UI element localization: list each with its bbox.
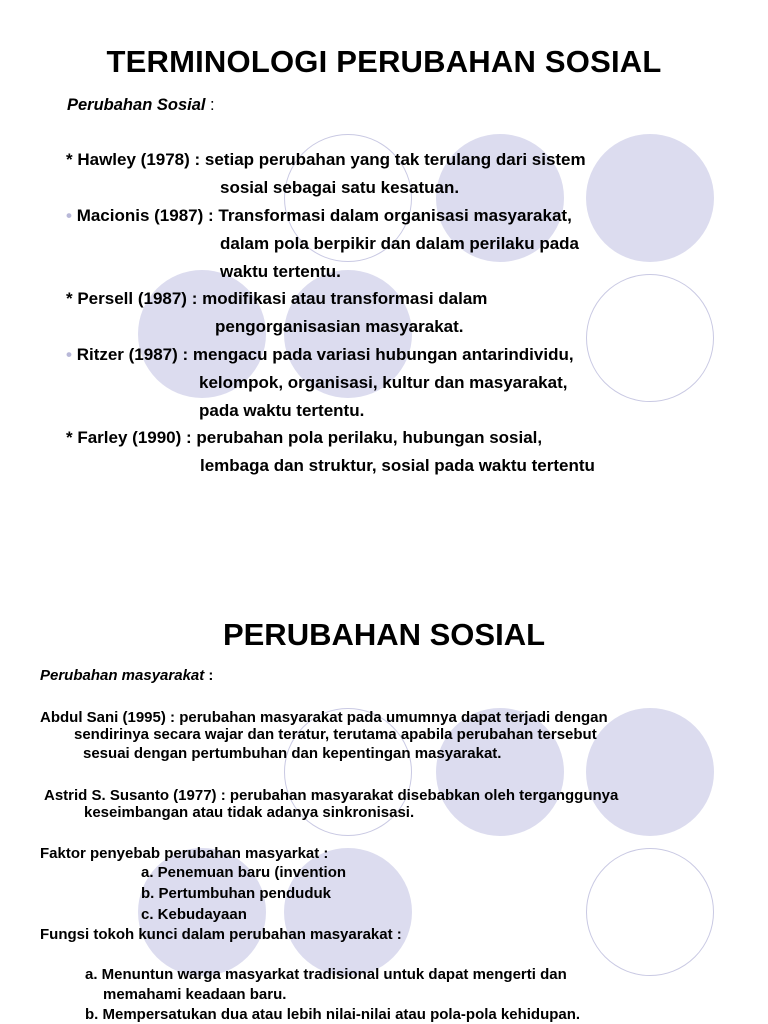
subheading-text: Perubahan masyarakat	[40, 667, 205, 684]
slide-perubahan-sosial	[0, 512, 768, 1024]
definition-continuation: sendirinya secara wajar dan teratur, terutama apabila perubahan tersebut	[74, 726, 597, 743]
decor-circle	[586, 134, 714, 262]
definition-hawley	[66, 146, 586, 202]
definition-text: Macionis (1987) : Transformasi dalam organisasi masyarakat,	[76, 206, 572, 225]
definition-ritzer	[66, 341, 574, 425]
fungsi-item-text: b. Mempersatukan dua atau lebih nilai-nilai atau pola-pola kehidupan.	[85, 1006, 581, 1023]
definition-farley	[66, 424, 595, 480]
definition-continuation: kelompok, organisasi, kultur dan masyarakat,	[199, 373, 568, 392]
fungsi-item	[85, 1006, 580, 1024]
decor-circle	[586, 274, 714, 402]
definition-persell	[66, 285, 487, 341]
subheading-colon: :	[205, 96, 215, 114]
definition-continuation: dalam pola berpikir dan dalam perilaku pada	[220, 234, 580, 253]
fungsi-item-continuation: memahami keadaan baru.	[103, 986, 287, 1003]
faktor-heading: Faktor penyebab perubahan masyarkat :	[40, 845, 329, 862]
fungsi-heading: Fungsi tokoh kunci dalam perubahan masyarakat :	[40, 926, 402, 943]
fungsi-item	[85, 966, 567, 1006]
subheading	[40, 667, 213, 685]
definition-continuation: pada waktu tertentu.	[199, 401, 365, 420]
subheading-text: Perubahan Sosial	[67, 96, 206, 114]
slide-title: PERUBAHAN SOSIAL	[222, 617, 546, 652]
definition-continuation: sosial sebagai satu kesatuan.	[220, 178, 460, 197]
definition-continuation: sesuai dengan pertumbuhan dan kepentingan masyarakat.	[83, 745, 502, 762]
definition-astrid-susanto	[44, 787, 618, 821]
list-marker: *	[66, 428, 78, 447]
definition-continuation: waktu tertentu.	[220, 262, 341, 281]
definition-text: Persell (1987) : modifikasi atau transformasi dalam	[77, 289, 488, 308]
definition-text: Ritzer (1987) : mengacu pada variasi hubungan antarindividu,	[76, 345, 574, 364]
definition-text: Astrid S. Susanto (1977) : perubahan masyarakat disebabkan oleh terganggunya	[44, 787, 619, 804]
faktor-item: a. Penemuan baru (invention	[141, 864, 347, 881]
faktor-item: b. Pertumbuhan penduduk	[141, 885, 331, 902]
subheading	[67, 96, 215, 115]
definition-continuation: keseimbangan atau tidak adanya sinkronisasi.	[84, 804, 415, 821]
bullet-icon: •	[66, 206, 77, 225]
bullet-icon: •	[66, 345, 77, 364]
definition-text: Abdul Sani (1995) : perubahan masyarakat pada umumnya dapat terjadi dengan	[40, 709, 608, 726]
list-marker: *	[66, 289, 78, 308]
definition-macionis	[66, 202, 579, 286]
definition-text: Farley (1990) : perubahan pola perilaku, hubungan sosial,	[77, 428, 543, 447]
decor-circle	[586, 848, 714, 976]
definition-continuation: pengorganisasian masyarakat.	[215, 317, 464, 336]
fungsi-item-text: a. Menuntun warga masyarkat tradisional untuk dapat mengerti dan	[85, 966, 567, 983]
subheading-colon: :	[204, 667, 214, 684]
faktor-item: c. Kebudayaan	[141, 906, 247, 923]
slide-title: TERMINOLOGI PERUBAHAN SOSIAL	[106, 44, 662, 79]
definition-text: Hawley (1978) : setiap perubahan yang tak terulang dari sistem	[77, 150, 586, 169]
list-marker: *	[66, 150, 78, 169]
definition-continuation: lembaga dan struktur, sosial pada waktu tertentu	[200, 456, 595, 475]
definition-abdul-sani	[40, 709, 608, 765]
